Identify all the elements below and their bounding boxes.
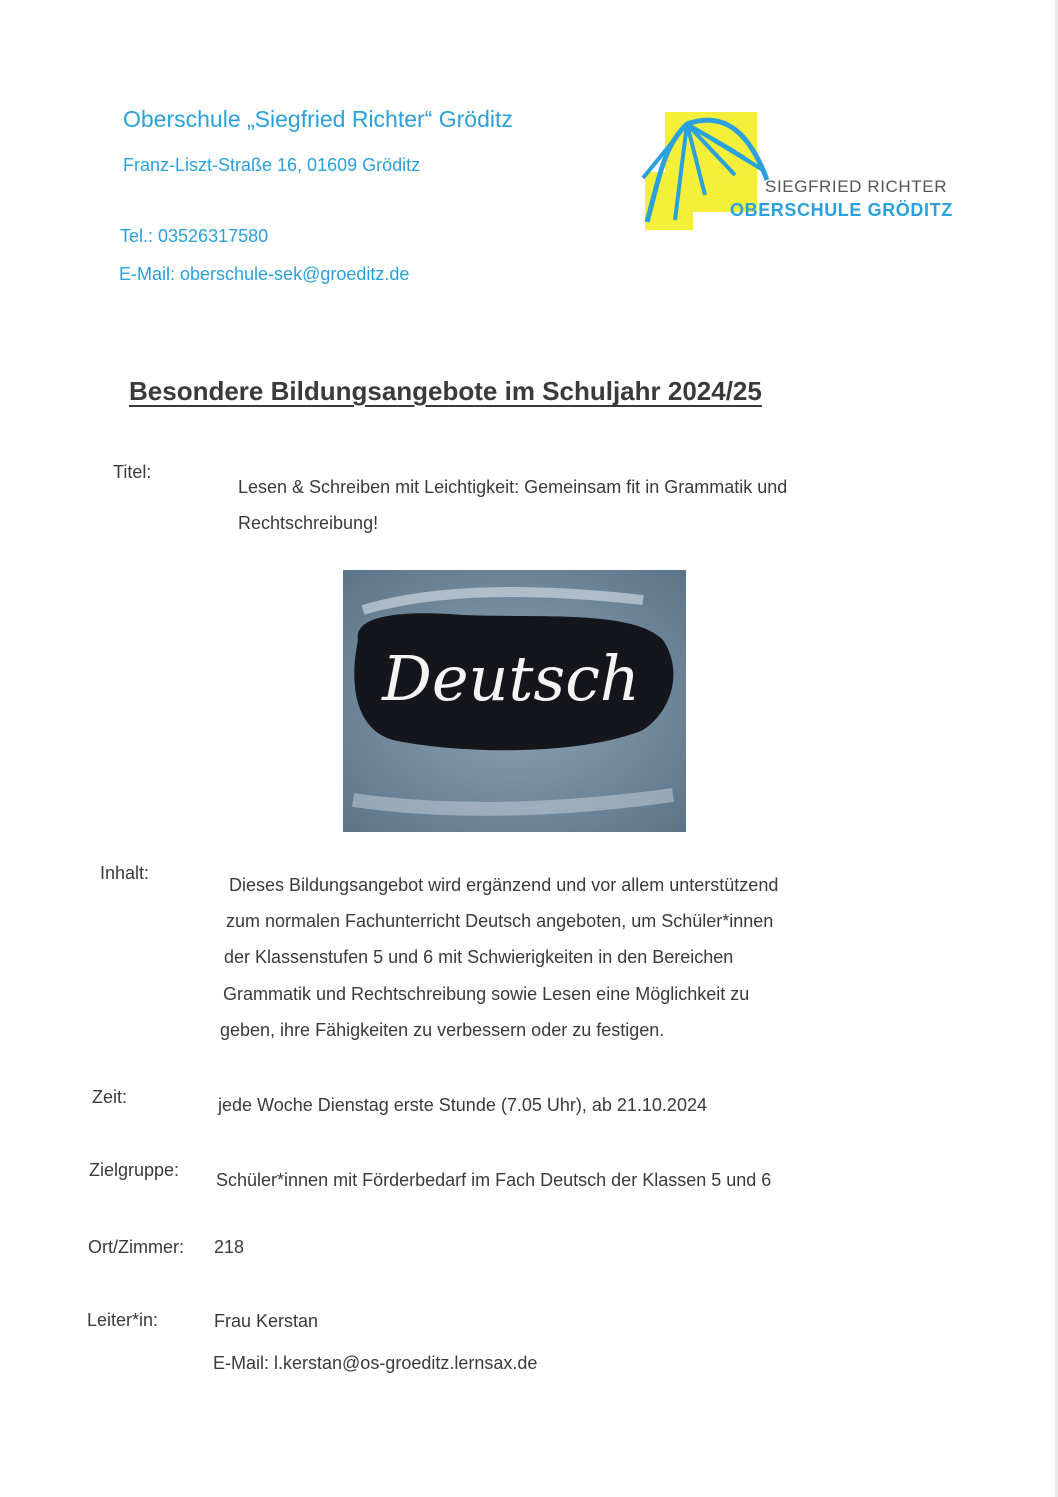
- school-name: Oberschule „Siegfried Richter“ Gröditz: [123, 106, 513, 132]
- label-ort: Ort/Zimmer:: [88, 1237, 184, 1257]
- value-ort: 218: [214, 1237, 245, 1257]
- school-phone: Tel.: 03526317580: [120, 226, 269, 246]
- label-titel: Titel:: [113, 462, 152, 482]
- inhalt-line-5: geben, ihre Fähigkeiten zu verbessern oder zu festigen.: [220, 1020, 665, 1040]
- value-titel: Lesen & Schreiben mit Leichtigkeit: Gemeinsam fit in Grammatik und Rechtschreibung!: [238, 477, 788, 533]
- school-email: E-Mail: oberschule-sek@groeditz.de: [119, 264, 410, 284]
- logo-line1: SIEGFRIED RICHTER: [765, 177, 948, 196]
- label-inhalt: Inhalt:: [100, 863, 150, 883]
- label-zeit: Zeit:: [92, 1087, 128, 1107]
- chalk-word: Deutsch: [382, 642, 640, 715]
- label-leiter: Leiter*in:: [87, 1310, 159, 1330]
- value-zeit: jede Woche Dienstag erste Stunde (7.05 Uhr), ab 21.10.2024: [218, 1095, 707, 1115]
- inhalt-line-2: zum normalen Fachunterricht Deutsch angeboten, um Schüler*innen: [226, 911, 774, 931]
- label-zielgruppe: Zielgruppe:: [89, 1160, 180, 1180]
- value-leiter-name: Frau Kerstan: [214, 1311, 319, 1331]
- logo-line2: OBERSCHULE GRÖDITZ: [730, 200, 953, 220]
- value-leiter-email: E-Mail: l.kerstan@os-groeditz.lernsax.de: [213, 1353, 538, 1373]
- inhalt-line-3: der Klassenstufen 5 und 6 mit Schwierigkeiten in den Bereichen: [224, 947, 734, 967]
- inhalt-line-4: Grammatik und Rechtschreibung sowie Lesen eine Möglichkeit zu: [223, 984, 750, 1004]
- document-title: Besondere Bildungsangebote im Schuljahr 2024/25: [129, 376, 762, 406]
- value-zielgruppe: Schüler*innen mit Förderbedarf im Fach Deutsch der Klassen 5 und 6: [216, 1170, 772, 1190]
- school-address: Franz-Liszt-Straße 16, 01609 Gröditz: [123, 155, 421, 175]
- inhalt-line-1: Dieses Bildungsangebot wird ergänzend und vor allem unterstützend: [229, 875, 779, 895]
- deutsch-chalkboard-image: [343, 570, 686, 832]
